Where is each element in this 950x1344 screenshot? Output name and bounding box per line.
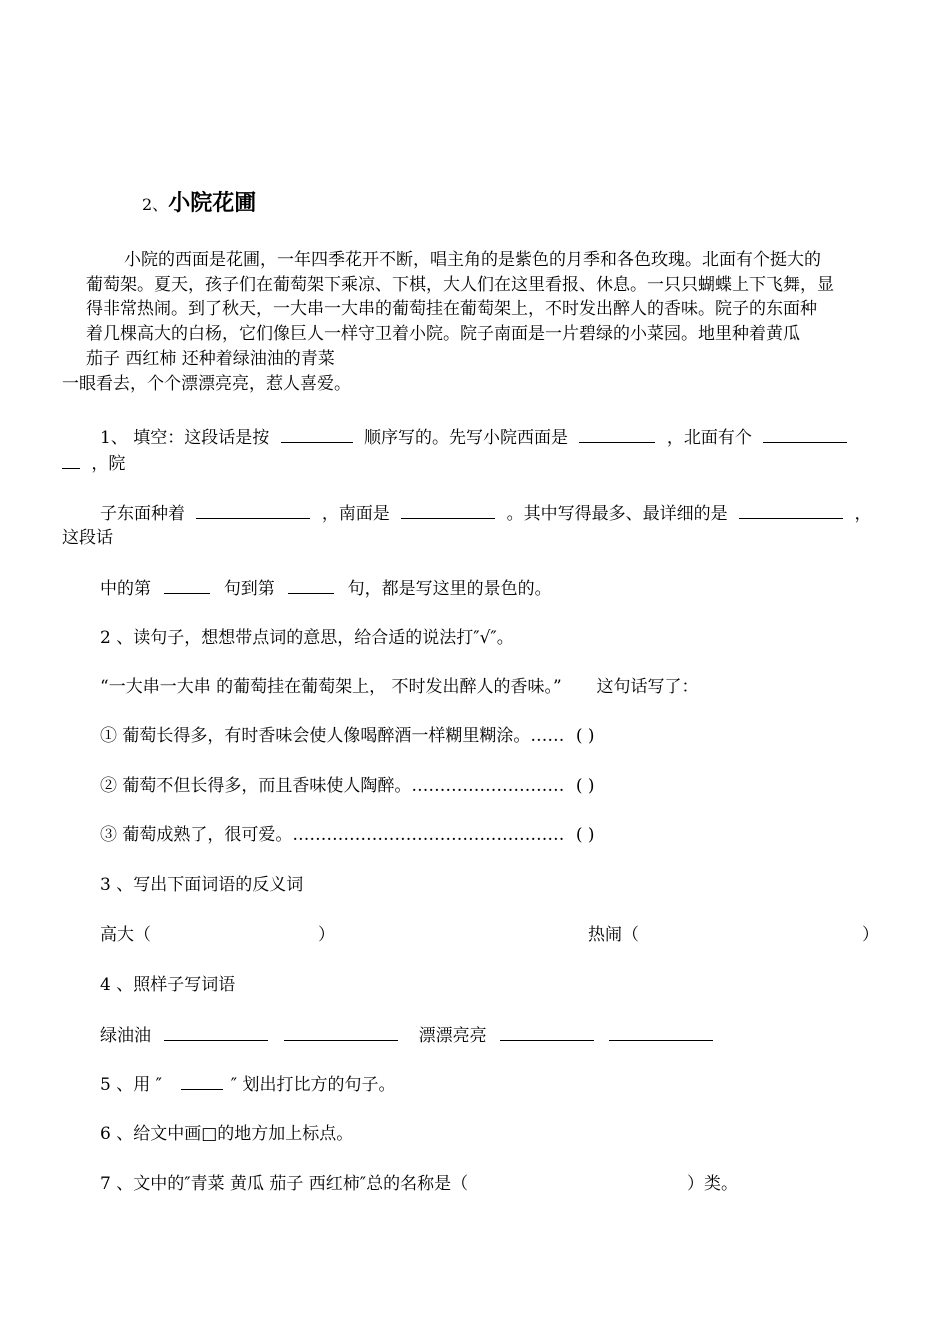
q5-text: ″ 划出打比方的句子。: [230, 1075, 396, 1095]
q1-text: 子东面种着: [100, 504, 185, 524]
q1-blank-west[interactable]: [579, 426, 655, 443]
q1-text: ，北面有个: [666, 428, 752, 448]
document-title: [142, 186, 256, 217]
passage-line: 着几棵高大的白杨，它们像巨人一样守卫着小院。院子南面是一片碧绿的小菜园。地里种着黄瓜: [86, 324, 800, 344]
q1-text: ，院: [91, 454, 126, 474]
q5-underline-sample: [181, 1073, 223, 1090]
q1-text: 顺序写的。先写小院西面是: [364, 428, 569, 448]
q3-word2: 热闹（: [588, 925, 639, 945]
option-answer-box[interactable]: ( ): [575, 825, 595, 845]
title-text: 小院花圃: [168, 190, 257, 216]
q1-text: 句到第: [223, 579, 275, 599]
q2-option-3: [100, 824, 594, 846]
q2-quote-line: [100, 676, 699, 698]
q1-blank-order[interactable]: [281, 426, 353, 443]
q1-line1: [100, 426, 847, 449]
passage-line: 小院的西面是花圃，一年四季花开不断，唱主角的是紫色的月季和各色玫瑰。北面有个挺大的: [124, 250, 821, 270]
q2-option-1: [100, 725, 594, 747]
passage-line: 茄子 西红柿 还种着绿油油的青菜: [86, 349, 335, 369]
q1-line2: [100, 502, 871, 525]
passage-line: 葡萄架。夏天，孩子们在葡萄架下乘凉、下棋，大人们在这里看报、休息。一只只蝴蝶上下飞舞，显: [86, 275, 834, 295]
passage-line: 得非常热闹。到了秋天，一大串一大串的葡萄挂在葡萄架上，不时发出醉人的香味。院子的东面种: [86, 299, 817, 319]
q2-prompt: 2 、读句子，想想带点词的意思，给合适的说法打″√″。: [100, 628, 514, 648]
q2-quote: “一大串一大串 的葡萄挂在葡萄架上， 不时发出醉人的香味。”: [100, 677, 562, 697]
q1-blank-south[interactable]: [401, 502, 495, 519]
q3-close2: ）: [862, 925, 879, 945]
q1-text: 中的第: [100, 579, 151, 599]
q2-option-2: [100, 775, 594, 797]
q1-blank-east[interactable]: [196, 502, 310, 519]
q1-line1b: [62, 452, 125, 475]
q4-blank-3[interactable]: [500, 1024, 594, 1041]
q4-line: [100, 1024, 713, 1047]
q5-text: 5 、用 ″: [100, 1075, 162, 1095]
q3-word1: 高大（: [100, 925, 151, 945]
q2-quote-tail: 这句话写了：: [596, 677, 699, 697]
q4-word2: 漂漂亮亮: [418, 1026, 487, 1046]
q1-text: ，: [854, 504, 872, 524]
q1-blank-from[interactable]: [164, 577, 210, 594]
q4-prompt: 4 、照样子写词语: [100, 975, 236, 995]
option-answer-box[interactable]: ( ): [575, 726, 595, 746]
q7-line: [100, 1173, 738, 1195]
option-answer-box[interactable]: ( ): [575, 776, 595, 796]
q3-prompt: 3 、写出下面词语的反义词: [100, 875, 304, 895]
q1-line2b: 这段话: [62, 528, 113, 548]
q4-word1: 绿油油: [100, 1026, 151, 1046]
option-text: ③ 葡萄成熟了，很可爱。…………………………………………: [100, 825, 565, 845]
q1-blank-north-cont[interactable]: [62, 452, 80, 469]
q1-text: ，南面是: [321, 504, 390, 524]
q3-close1: ）: [318, 925, 335, 945]
q1-blank-north[interactable]: [763, 426, 847, 443]
q4-blank-2[interactable]: [284, 1024, 398, 1041]
q4-blank-4[interactable]: [609, 1024, 713, 1041]
q1-text: 1、 填空：这段话是按: [100, 428, 270, 448]
q4-blank-1[interactable]: [164, 1024, 268, 1041]
title-number: 2、: [142, 195, 169, 214]
q7-text: ）类。: [686, 1174, 738, 1194]
q1-text: 句，都是写这里的景色的。: [347, 579, 552, 599]
q7-text: 7 、文中的″青菜 黄瓜 茄子 西红柿″总的名称是（: [100, 1174, 469, 1194]
q1-blank-most[interactable]: [739, 502, 843, 519]
q1-blank-to[interactable]: [288, 577, 334, 594]
passage-line: 一眼看去，个个漂漂亮亮，惹人喜爱。: [62, 374, 351, 394]
q6-line: 6 、给文中画□的地方加上标点。: [100, 1124, 354, 1144]
q1-text: 。其中写得最多、最详细的是: [506, 504, 728, 524]
q1-line3: [100, 577, 552, 600]
option-text: ① 葡萄长得多，有时香味会使人像喝醉酒一样糊里糊涂。……: [100, 726, 565, 746]
option-text: ② 葡萄不但长得多，而且香味使人陶醉。………………………: [100, 776, 565, 796]
q5-line: [100, 1073, 396, 1096]
